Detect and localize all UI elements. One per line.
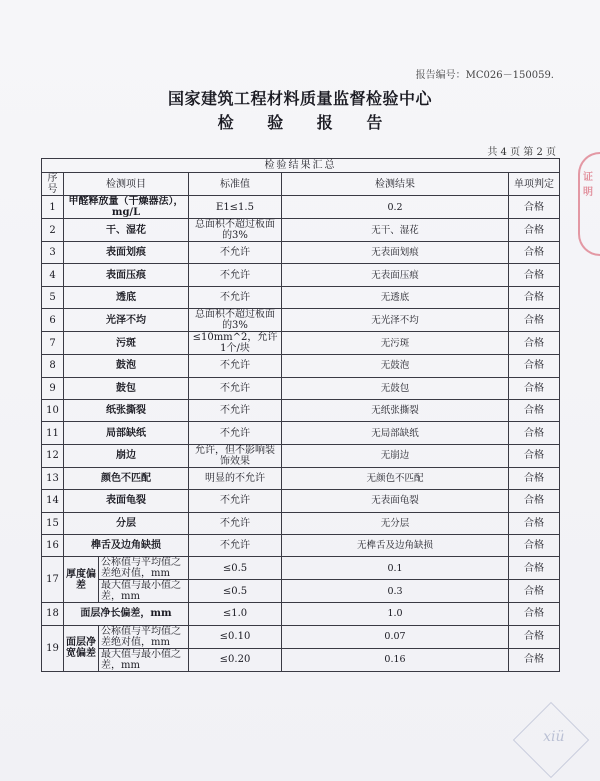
table-row: [42, 534, 560, 556]
row-no: 5: [42, 286, 64, 308]
col-judgement-header: 单项判定: [509, 173, 560, 196]
row-no: 9: [42, 377, 64, 399]
table-row: [42, 196, 560, 219]
row-standard: 总面积不超过板面的3%: [189, 219, 282, 242]
watermark-logo: [513, 702, 589, 778]
table-row-17a: [42, 557, 560, 580]
row-judgement: 合格: [509, 355, 560, 377]
row-no: 17: [42, 557, 64, 603]
row-judgement: 合格: [509, 332, 560, 355]
row-no: 1: [42, 196, 64, 219]
row-standard: 不允许: [189, 242, 282, 264]
row-item: 面层净长偏差，mm: [64, 603, 189, 625]
row-item: 面层净宽偏差: [64, 625, 99, 671]
table-row: [42, 512, 560, 534]
row-standard: ≤0.5: [189, 580, 282, 603]
results-table: [41, 158, 560, 672]
row-result: 无光泽不均: [282, 309, 509, 332]
row-judgement: 合格: [509, 309, 560, 332]
row-no: 10: [42, 399, 64, 421]
row-item: 鼓泡: [64, 355, 189, 377]
table-row-18: [42, 603, 560, 625]
table-row: [42, 264, 560, 286]
row-result: 无表面压痕: [282, 264, 509, 286]
row-standard: ≤0.5: [189, 557, 282, 580]
row-judgement: 合格: [509, 648, 560, 671]
row-judgement: 合格: [509, 467, 560, 489]
row-no: 15: [42, 512, 64, 534]
row-item: 厚度偏差: [64, 557, 99, 603]
table-row: [42, 422, 560, 444]
table-row-17b: [42, 580, 560, 603]
row-item: 甲醛释放量（干燥器法），mg/L: [64, 196, 189, 219]
row-no: 8: [42, 355, 64, 377]
row-judgement: 合格: [509, 625, 560, 648]
row-judgement: 合格: [509, 286, 560, 308]
row-result: 0.1: [282, 557, 509, 580]
row-standard: 允许，但不影响装饰效果: [189, 444, 282, 467]
row-standard: 不允许: [189, 399, 282, 421]
table-row: [42, 332, 560, 355]
row-standard: 不允许: [189, 377, 282, 399]
row-judgement: 合格: [509, 399, 560, 421]
row-standard: E1≤1.5: [189, 196, 282, 219]
row-no: 14: [42, 490, 64, 512]
table-row: [42, 490, 560, 512]
table-row: [42, 219, 560, 242]
row-result: 0.16: [282, 648, 509, 671]
table-row: [42, 242, 560, 264]
row-result: 无鼓包: [282, 377, 509, 399]
row-result: 无颜色不匹配: [282, 467, 509, 489]
row-no: 12: [42, 444, 64, 467]
table-row: [42, 399, 560, 421]
row-item: 干、湿花: [64, 219, 189, 242]
row-result: 无崩边: [282, 444, 509, 467]
row-standard: ≤10mm^2，允许1个/块: [189, 332, 282, 355]
row-judgement: 合格: [509, 242, 560, 264]
row-item: 光泽不均: [64, 309, 189, 332]
row-standard: 不允许: [189, 264, 282, 286]
table-row: [42, 377, 560, 399]
col-no-header: 序号: [42, 173, 64, 196]
row-result: 无分层: [282, 512, 509, 534]
stamp-text: 证明: [583, 172, 593, 198]
row-no: 3: [42, 242, 64, 264]
row-judgement: 合格: [509, 422, 560, 444]
row-result: 0.2: [282, 196, 509, 219]
row-item: 纸张撕裂: [64, 399, 189, 421]
table-row-19a: [42, 625, 560, 648]
row-item: 表面龟裂: [64, 490, 189, 512]
row-standard: 总面积不超过板面的3%: [189, 309, 282, 332]
row-standard: 不允许: [189, 286, 282, 308]
row-result: 无表面划痕: [282, 242, 509, 264]
page-count: 共 4 页 第 2 页: [487, 147, 556, 158]
row-standard: 不允许: [189, 534, 282, 556]
row-standard: ≤0.10: [189, 625, 282, 648]
sub-item-label: 最大值与最小值之差，mm: [99, 580, 189, 603]
row-standard: 不允许: [189, 512, 282, 534]
row-judgement: 合格: [509, 264, 560, 286]
row-no: 13: [42, 467, 64, 489]
row-item: 表面压痕: [64, 264, 189, 286]
row-result: 无鼓泡: [282, 355, 509, 377]
row-item: 崩边: [64, 444, 189, 467]
row-result: 无表面龟裂: [282, 490, 509, 512]
row-no: 18: [42, 603, 64, 625]
row-no: 16: [42, 534, 64, 556]
column-header-row: [42, 173, 560, 196]
row-judgement: 合格: [509, 534, 560, 556]
row-judgement: 合格: [509, 512, 560, 534]
row-result: 无干、湿花: [282, 219, 509, 242]
row-standard: 不允许: [189, 355, 282, 377]
row-item: 表面划痕: [64, 242, 189, 264]
row-no: 6: [42, 309, 64, 332]
row-judgement: 合格: [509, 557, 560, 580]
row-item: 分层: [64, 512, 189, 534]
row-standard: 不允许: [189, 422, 282, 444]
table-row: [42, 467, 560, 489]
row-judgement: 合格: [509, 444, 560, 467]
row-result: 无透底: [282, 286, 509, 308]
row-result: 无榫舌及边角缺损: [282, 534, 509, 556]
row-item: 局部缺纸: [64, 422, 189, 444]
row-result: 0.3: [282, 580, 509, 603]
row-standard: 不允许: [189, 490, 282, 512]
sub-item-label: 公称值与平均值之差绝对值，mm: [99, 625, 189, 648]
row-judgement: 合格: [509, 580, 560, 603]
row-no: 4: [42, 264, 64, 286]
row-judgement: 合格: [509, 490, 560, 512]
watermark-text: xiü: [543, 729, 565, 746]
row-standard: ≤1.0: [189, 603, 282, 625]
row-item: 透底: [64, 286, 189, 308]
row-result: 0.07: [282, 625, 509, 648]
table-row: [42, 444, 560, 467]
report-title: 检 验 报 告: [217, 113, 397, 132]
row-no: 2: [42, 219, 64, 242]
col-standard-header: 标准值: [189, 173, 282, 196]
row-item: 颜色不匹配: [64, 467, 189, 489]
row-result: 1.0: [282, 603, 509, 625]
summary-title: 检验结果汇总: [42, 159, 560, 173]
col-item-header: 检测项目: [64, 173, 189, 196]
row-no: 19: [42, 625, 64, 671]
row-result: 无污斑: [282, 332, 509, 355]
table-row-19b: [42, 648, 560, 671]
row-judgement: 合格: [509, 219, 560, 242]
row-judgement: 合格: [509, 196, 560, 219]
table-row: [42, 355, 560, 377]
row-standard: 明显的不允许: [189, 467, 282, 489]
row-item: 污斑: [64, 332, 189, 355]
report-number: 报告编号：MC026－150059.: [415, 70, 554, 81]
table-row: [42, 286, 560, 308]
row-no: 7: [42, 332, 64, 355]
row-result: 无纸张撕裂: [282, 399, 509, 421]
row-result: 无局部缺纸: [282, 422, 509, 444]
sub-item-label: 最大值与最小值之差，mm: [99, 648, 189, 671]
summary-header-row: [42, 159, 560, 173]
red-seal-stamp: [578, 152, 600, 256]
row-no: 11: [42, 422, 64, 444]
row-judgement: 合格: [509, 377, 560, 399]
sub-item-label: 公称值与平均值之差绝对值，mm: [99, 557, 189, 580]
row-standard: ≤0.20: [189, 648, 282, 671]
table-row: [42, 309, 560, 332]
row-item: 榫舌及边角缺损: [64, 534, 189, 556]
row-item: 鼓包: [64, 377, 189, 399]
row-judgement: 合格: [509, 603, 560, 625]
col-result-header: 检测结果: [282, 173, 509, 196]
institution-title: 国家建筑工程材料质量监督检验中心: [167, 89, 432, 108]
